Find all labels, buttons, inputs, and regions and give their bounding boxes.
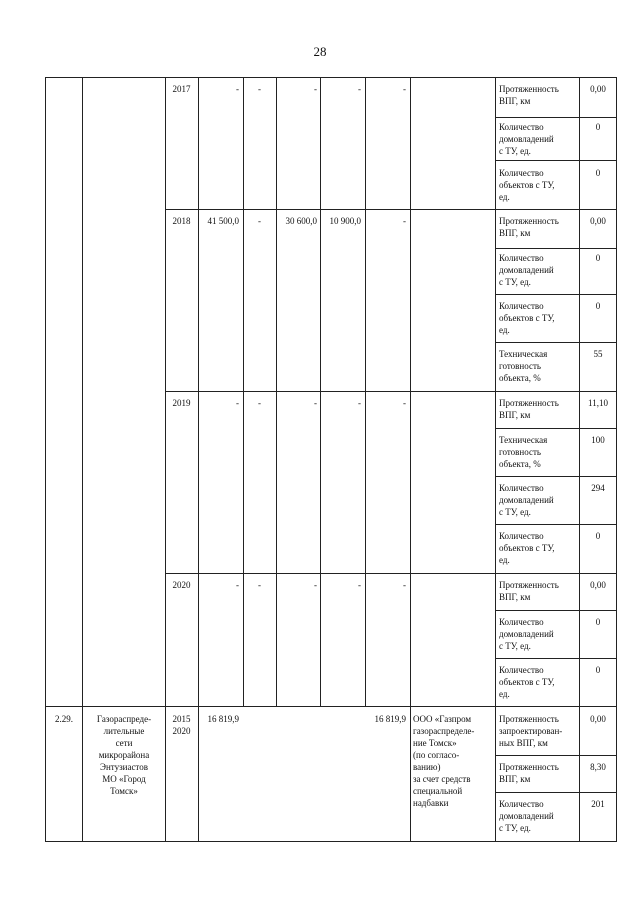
col-border: [320, 77, 321, 706]
total-cell: -: [236, 580, 239, 590]
budget-cell: -: [358, 398, 361, 408]
budget-cell: -: [258, 84, 261, 94]
col-border: [616, 77, 617, 842]
indicator-label: Протяженность ВПГ, км: [499, 216, 559, 238]
row-divider: [495, 755, 616, 756]
page-number: 28: [313, 44, 327, 59]
col-border: [276, 77, 277, 706]
budget-cell: -: [403, 398, 406, 408]
year-cell: 2017: [172, 84, 191, 94]
indicator-value: 0: [595, 665, 601, 675]
row-number: 2.29.: [55, 714, 73, 724]
row-divider: [45, 706, 616, 707]
indicator-value: 0,00: [590, 580, 606, 590]
indicator-label: Количество объектов с ТУ, ед.: [499, 531, 555, 565]
col-border: [579, 77, 580, 842]
indicator-label: Протяженность ВПГ, км: [499, 762, 559, 784]
budget-cell: -: [358, 580, 361, 590]
table-bottom-border: [45, 841, 616, 842]
budget-cell: -: [314, 398, 317, 408]
total-cell: 41 500,0: [207, 216, 239, 226]
budget-cell: 10 900,0: [329, 216, 361, 226]
indicator-value: 55: [593, 349, 603, 359]
indicator-value: 11,10: [588, 398, 608, 408]
row-divider: [495, 658, 616, 659]
indicator-label: Количество домовладений с ТУ, ед.: [499, 483, 554, 517]
indicator-value: 0,00: [590, 216, 606, 226]
indicator-label: Количество объектов с ТУ, ед.: [499, 665, 555, 699]
indicator-value: 8,30: [590, 762, 606, 772]
total-cell: -: [236, 84, 239, 94]
col-border: [365, 77, 366, 706]
indicator-value: 294: [591, 483, 605, 493]
budget-cell: -: [314, 84, 317, 94]
col-border: [198, 77, 199, 842]
col-border: [243, 77, 244, 706]
budget-cell: -: [403, 580, 406, 590]
row-divider: [495, 476, 616, 477]
indicator-value: 0,00: [590, 714, 606, 724]
year-cell: 2019: [172, 398, 191, 408]
indicator-value: 0,00: [590, 84, 606, 94]
row-divider: [495, 294, 616, 295]
indicator-label: Количество домовладений с ТУ, ед.: [499, 253, 554, 287]
budget-cell: -: [403, 84, 406, 94]
total-cell: -: [236, 398, 239, 408]
indicator-label: Количество объектов с ТУ, ед.: [499, 168, 555, 202]
table-top-border: [45, 77, 616, 78]
budget-cell: -: [258, 580, 261, 590]
budget-cell: -: [258, 398, 261, 408]
executor: ООО «Газпром газораспределе- ние Томск» (по согласо- ванию) за счет средств специальной надбавки: [413, 714, 475, 808]
indicator-label: Количество домовладений с ТУ, ед.: [499, 617, 554, 651]
row-divider: [495, 117, 616, 118]
row-divider: [495, 342, 616, 343]
row-divider: [165, 573, 616, 574]
budget-cell: -: [314, 580, 317, 590]
year-cell: 2018: [172, 216, 191, 226]
row-divider: [495, 610, 616, 611]
col-border: [495, 77, 496, 842]
indicator-value: 201: [591, 799, 605, 809]
row-divider: [495, 792, 616, 793]
budget-cell: -: [258, 216, 261, 226]
indicator-label: Количество объектов с ТУ, ед.: [499, 301, 555, 335]
col-border: [410, 77, 411, 842]
indicator-label: Протяженность ВПГ, км: [499, 84, 559, 106]
indicator-label: Количество домовладений с ТУ, ед.: [499, 122, 554, 156]
row-divider: [495, 428, 616, 429]
object-name: Газораспреде- лительные сети микрорайона Энтузиастов МО «Город Томск»: [96, 714, 152, 796]
budget-cell: 30 600,0: [285, 216, 317, 226]
row-divider: [495, 524, 616, 525]
indicator-value: 0: [595, 617, 601, 627]
indicator-label: Протяженность ВПГ, км: [499, 398, 559, 420]
indicator-value: 0: [595, 253, 601, 263]
indicator-label: Протяженность запроектирован- ных ВПГ, км: [499, 714, 563, 748]
indicator-value: 0: [595, 122, 601, 132]
row-divider: [165, 209, 616, 210]
indicator-label: Техническая готовность объекта, %: [499, 349, 548, 383]
row-divider: [165, 391, 616, 392]
row-divider: [495, 160, 616, 161]
col-border: [45, 77, 46, 842]
indicator-label: Количество домовладений с ТУ, ед.: [499, 799, 554, 833]
year-range: 2015 2020: [172, 714, 191, 736]
indicator-value: 0: [595, 168, 601, 178]
indicator-label: Протяженность ВПГ, км: [499, 580, 559, 602]
year-cell: 2020: [172, 580, 191, 590]
budget-cell: -: [403, 216, 406, 226]
total-cell: 16 819,9: [207, 714, 239, 724]
row-divider: [495, 248, 616, 249]
indicator-value: 100: [591, 435, 605, 445]
budget-cell: 16 819,9: [374, 714, 406, 724]
indicator-value: 0: [595, 531, 601, 541]
budget-cell: -: [358, 84, 361, 94]
indicator-label: Техническая готовность объекта, %: [499, 435, 548, 469]
indicator-value: 0: [595, 301, 601, 311]
